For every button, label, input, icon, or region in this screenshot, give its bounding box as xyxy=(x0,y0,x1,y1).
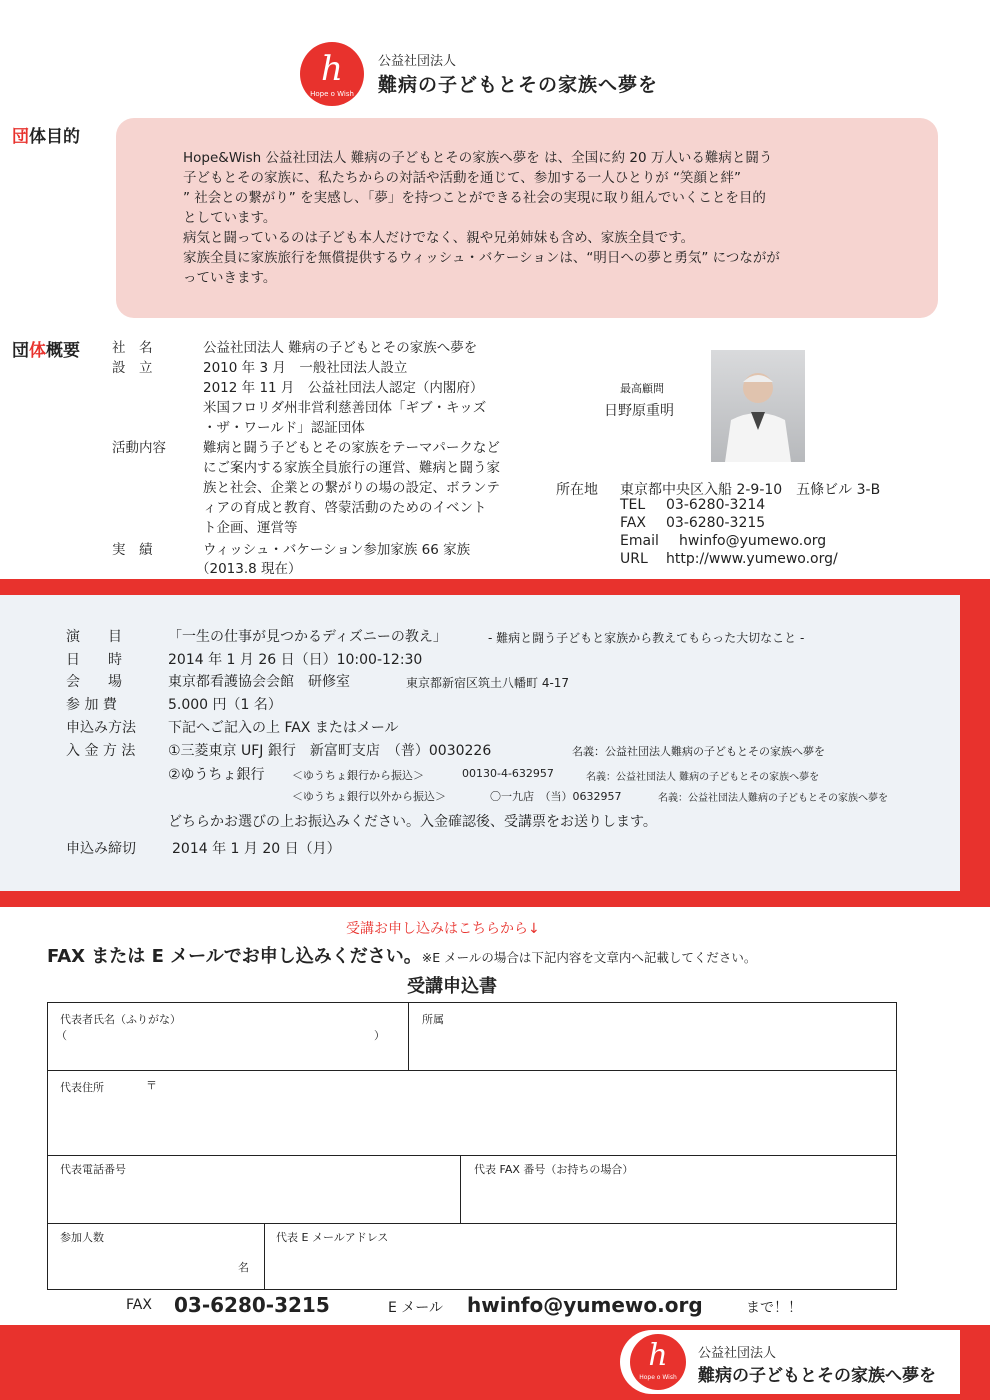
contact-url[interactable]: http://www.yumewo.org/ xyxy=(666,551,838,567)
event-apply-label: 申込み方法 xyxy=(66,720,136,736)
event-panel-right-edge xyxy=(960,595,990,891)
purpose-line: としています。 xyxy=(183,210,277,226)
form-lead xyxy=(47,942,756,968)
overview-title xyxy=(12,336,80,361)
footer-fax-label: FAX xyxy=(126,1297,152,1313)
event-fee-label: 参 加 費 xyxy=(66,697,117,713)
event-pay1-name: 名義：公益社団法人難病の子どもとその家族へ夢を xyxy=(572,745,825,758)
header-org-name: 難病の子どもとその家族へ夢を xyxy=(378,74,659,96)
event-pay2-name: 名義：公益社団法人 難病の子どもとその家族へ夢を xyxy=(586,772,820,783)
form-lead-big: FAX または E メールでお申し込みください。 xyxy=(47,946,422,967)
overview-value-results: （2013.8 現在） xyxy=(196,561,302,577)
form-name-input[interactable] xyxy=(70,1027,370,1065)
overview-value-founded: 2010 年 3 月 一般社団法人設立 xyxy=(203,360,408,376)
advisor-title: 最高顧問 xyxy=(620,382,664,395)
overview-label-results: 実 績 xyxy=(112,542,153,558)
advisor-name: 日野原重明 xyxy=(604,403,674,419)
event-date-label: 日 時 xyxy=(66,652,122,668)
form-affiliation-label: 所属 xyxy=(422,1013,444,1026)
form-email-input[interactable] xyxy=(276,1247,882,1283)
overview-value-activities: ィアの育成と教育、啓蒙活動のためのイベント xyxy=(203,500,487,516)
event-title: 「一生の仕事が見つかるディズニーの教え」 xyxy=(168,629,447,645)
overview-label-activities: 活動内容 xyxy=(112,440,166,456)
contact-fax: 03-6280-3215 xyxy=(666,515,766,531)
footer-logo-letter: h xyxy=(648,1338,668,1373)
event-pay2-acc: 00130-4-632957 xyxy=(462,767,554,780)
purpose-title xyxy=(12,122,80,147)
contact-address-label: 所在地 xyxy=(556,482,598,498)
form-email-label: 代表 E メールアドレス xyxy=(276,1231,389,1244)
contact-tel: 03-6280-3214 xyxy=(666,497,766,513)
form-count-label: 参加人数 xyxy=(60,1231,104,1244)
event-pay2: ②ゆうちょ銀行 xyxy=(168,767,265,783)
divider-band-top xyxy=(0,579,990,595)
overview-value-activities: 族と社会、企業との繋がりの場の設定、ボランテ xyxy=(203,480,500,496)
purpose-text xyxy=(183,148,843,288)
overview-value-founded: 米国フロリダ州非営利慈善団体「ギブ・キッズ xyxy=(203,400,487,416)
overview-label-name: 社 名 xyxy=(112,340,153,356)
form-phone-input[interactable] xyxy=(60,1179,450,1219)
purpose-line: 家族全員に家族旅行を無償提供するウィッシュ・バケーションは、“明日への夢と勇気” につながが xyxy=(183,250,780,266)
form-title: 受講申込書 xyxy=(407,976,497,997)
event-deadline: 2014 年 1 月 20 日（月） xyxy=(172,841,341,857)
overview-value-activities: にご案内する家族全員旅行の運営、難病と闘う家 xyxy=(203,460,500,476)
form-row-line xyxy=(48,1070,896,1071)
event-title-label: 演 目 xyxy=(66,629,122,645)
overview-value-activities: ト企画、運営等 xyxy=(203,520,298,536)
event-deadline-label: 申込み締切 xyxy=(66,841,136,857)
overview-value-name: 公益社団法人 難病の子どもとその家族へ夢を xyxy=(203,340,478,356)
form-count-input[interactable] xyxy=(60,1247,230,1283)
form-fax-label: 代表 FAX 番号（お持ちの場合） xyxy=(474,1163,634,1176)
footer-logo xyxy=(630,1334,686,1390)
contact-email[interactable]: hwinfo@yumewo.org xyxy=(679,533,827,549)
form-col-line xyxy=(460,1155,461,1223)
event-pay3-acc: 〇一九店 （当）0632957 xyxy=(490,790,622,803)
form-row-line xyxy=(48,1155,896,1156)
overview-value-results: ウィッシュ・バケーション参加家族 66 家族 xyxy=(203,542,471,558)
overview-title-b: 概要 xyxy=(46,341,80,361)
contact-fax-label: FAX xyxy=(620,515,646,531)
form-count-unit: 名 xyxy=(238,1261,249,1274)
header-logo xyxy=(300,42,364,106)
overview-value-founded: ・ザ・ワールド」認証団体 xyxy=(203,420,365,436)
form-col-line xyxy=(408,1003,409,1070)
logo-letter: h xyxy=(321,49,343,89)
footer-logo-text: Hope o Wish xyxy=(639,1374,677,1381)
purpose-line: Hope&Wish 公益社団法人 難病の子どもとその家族へ夢を は、全国に約 20 万人いる難病と闘う xyxy=(183,150,773,166)
purpose-line: 病気と闘っているのは子ども本人だけでなく、親や兄弟姉妹も含め、家族全員です。 xyxy=(183,230,695,246)
form-address-input[interactable] xyxy=(160,1077,880,1149)
form-lead-note: ※E メールの場合は下記内容を文章内へ記載してください。 xyxy=(421,950,757,965)
overview-title-red: 体 xyxy=(29,341,46,361)
footer-org-type: 公益社団法人 xyxy=(698,1346,777,1361)
overview-value-founded: 2012 年 11 月 公益社団法人認定（内閣府） xyxy=(203,380,484,396)
advisor-photo-figure xyxy=(711,350,805,462)
form-arrow-text: 受講お申し込みはこちらから↓ xyxy=(346,921,540,937)
contact-url-label: URL xyxy=(620,551,648,567)
contact-tel-label: TEL xyxy=(620,497,646,513)
application-form xyxy=(47,1002,897,1290)
event-venue: 東京都看護協会会館 研修室 xyxy=(168,674,350,690)
event-venue-address: 東京都新宿区筑土八幡町 4-17 xyxy=(406,676,570,690)
event-apply: 下記へご記入の上 FAX またはメール xyxy=(168,720,399,736)
overview-label-founded: 設 立 xyxy=(112,360,153,376)
purpose-title-red: 団 xyxy=(12,127,29,147)
form-row-line xyxy=(48,1223,896,1224)
overview-title-a: 団 xyxy=(12,341,29,361)
logo-text: Hope o Wish xyxy=(310,90,354,98)
footer-email[interactable]: hwinfo@yumewo.org xyxy=(467,1293,703,1317)
event-title-sub: - 難病と闘う子どもと家族から教えてもらった大切なこと - xyxy=(488,631,805,645)
form-col-line xyxy=(264,1223,265,1289)
event-pay-label: 入 金 方 法 xyxy=(66,743,136,759)
form-paren-close: ） xyxy=(374,1029,385,1042)
event-venue-label: 会 場 xyxy=(66,674,122,690)
form-affiliation-input[interactable] xyxy=(422,1027,882,1065)
advisor-photo xyxy=(711,350,805,462)
contact-address: 東京都中央区入船 2-9-10 五條ビル 3-B xyxy=(620,482,881,498)
event-pay1: ①三菱東京 UFJ 銀行 新富町支店 （普）0030226 xyxy=(168,743,492,759)
footer-org-name: 難病の子どもとその家族へ夢を xyxy=(698,1366,936,1386)
form-fax-input[interactable] xyxy=(474,1179,884,1219)
event-pay-note: どちらかお選びの上お振込みください。入金確認後、受講票をお送りします。 xyxy=(168,814,657,830)
event-pay3-name: 名義：公益社団法人難病の子どもとその家族へ夢を xyxy=(658,793,888,804)
overview-value-activities: 難病と闘う子どもとその家族をテーマパークなど xyxy=(203,440,500,456)
contact-email-label: Email xyxy=(620,533,659,549)
form-paren-open: （ xyxy=(56,1029,67,1042)
divider-band-middle xyxy=(0,891,990,907)
form-phone-label: 代表電話番号 xyxy=(60,1163,126,1176)
purpose-line: っていきます。 xyxy=(183,270,277,286)
form-address-label: 代表住所 xyxy=(60,1081,104,1094)
purpose-line: 子どもとその家族に、私たちからの対話や活動を通じて、参加する一人ひとりが “笑顔と絆” xyxy=(183,170,742,186)
footer-email-label: E メール xyxy=(388,1300,444,1316)
event-pay3-from: ＜ゆうちょ銀行以外から振込＞ xyxy=(292,790,446,803)
form-postal-mark: 〒 xyxy=(146,1079,157,1092)
purpose-line: ” 社会との繋がり” を実感し、「夢」を持つことができる社会の実現に取り組んでいくことを目的 xyxy=(183,190,766,206)
purpose-title-rest: 体目的 xyxy=(29,127,80,147)
event-pay2-from: ＜ゆうちょ銀行から振込＞ xyxy=(292,769,424,782)
footer-suffix: まで！！ xyxy=(746,1300,802,1316)
footer-fax: 03-6280-3215 xyxy=(174,1293,330,1317)
form-name-label: 代表者氏名（ふりがな） xyxy=(60,1013,181,1026)
event-fee: 5.000 円（1 名） xyxy=(168,697,282,713)
event-date: 2014 年 1 月 26 日（日）10:00-12:30 xyxy=(168,652,423,668)
header-org-type: 公益社団法人 xyxy=(378,54,457,69)
